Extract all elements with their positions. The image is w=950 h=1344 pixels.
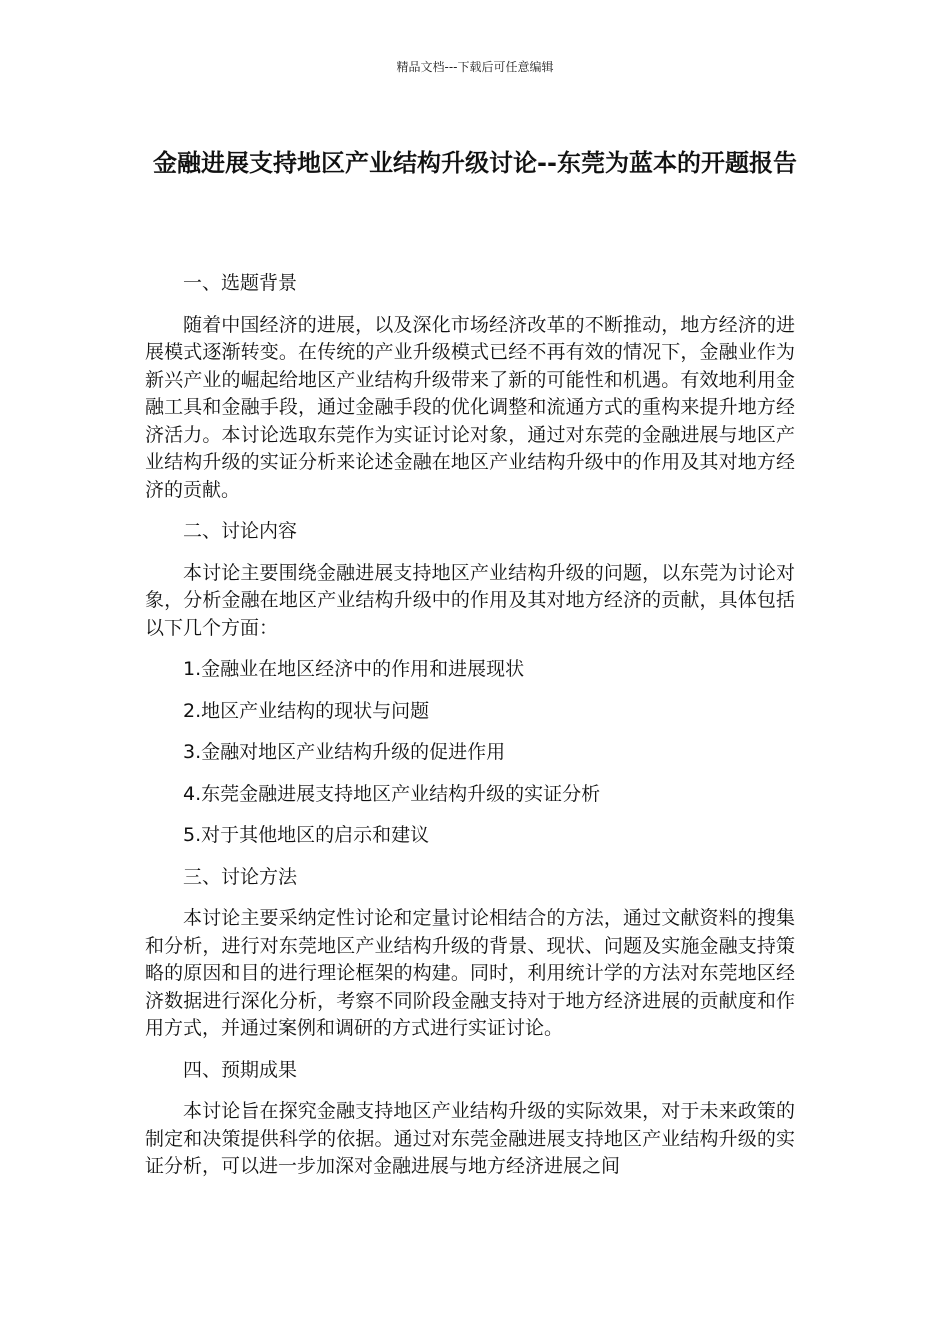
content-list-item: 5.对于其他地区的启示和建议 (183, 824, 430, 846)
header-note: 精品文档---下载后可任意编辑 (396, 60, 554, 74)
section-heading-content: 二、讨论内容 (183, 520, 298, 542)
section-heading-background: 一、选题背景 (183, 272, 298, 294)
content-list-item: 2.地区产业结构的现状与问题 (183, 699, 430, 722)
section-heading-outcome: 四、预期成果 (183, 1058, 298, 1081)
section-paragraph-outcome: 本讨论旨在探究金融支持地区产业结构升级的实际效果，对于未来政策的制定和决策提供科学的依据。通过对东莞金融进展支持地区产业结构升级的实证分析，可以进一步加深对金融进展与地方经济进展之间 (145, 1100, 795, 1177)
content-list-item: 1.金融业在地区经济中的作用和进展现状 (183, 658, 525, 680)
document-title: 金融进展支持地区产业结构升级讨论--东莞为蓝本的开题报告 (153, 149, 797, 177)
document-body (145, 270, 795, 1195)
section-paragraph-method: 本讨论主要采纳定性讨论和定量讨论相结合的方法，通过文献资料的搜集和分析，进行对东莞地区产业结构升级的背景、现状、问题及实施金融支持策略的原因和目的进行理论框架的构建。同时，利用统计学的方法对东莞地区经济数据进行深化分析，考察不同阶段金融支持对于地方经济进展的贡献度和作用方式，并通过案例和调研的方式进行实证讨论。 (145, 907, 795, 1039)
section-paragraph-background: 随着中国经济的进展，以及深化市场经济改革的不断推动，地方经济的进展模式逐渐转变。在传统的产业升级模式已经不再有效的情况下，金融业作为新兴产业的崛起给地区产业结构升级带来了新的可能性和机遇。有效地利用金融工具和金融手段，通过金融手段的优化调整和流通方式的重构来提升地方经济活力。本讨论选取东莞作为实证讨论对象，通过对东莞的金融进展与地区产业结构升级的实证分析来论述金融在地区产业结构升级中的作用及其对地方经济的贡献。 (145, 313, 795, 501)
content-list-item: 3.金融对地区产业结构升级的促进作用 (183, 741, 506, 763)
section-paragraph-content: 本讨论主要围绕金融进展支持地区产业结构升级的问题，以东莞为讨论对象，分析金融在地区产业结构升级中的作用及其对地方经济的贡献，具体包括以下几个方面： (145, 561, 795, 639)
section-heading-method: 三、讨论方法 (183, 865, 298, 888)
content-list-item: 4.东莞金融进展支持地区产业结构升级的实证分析 (183, 782, 601, 805)
